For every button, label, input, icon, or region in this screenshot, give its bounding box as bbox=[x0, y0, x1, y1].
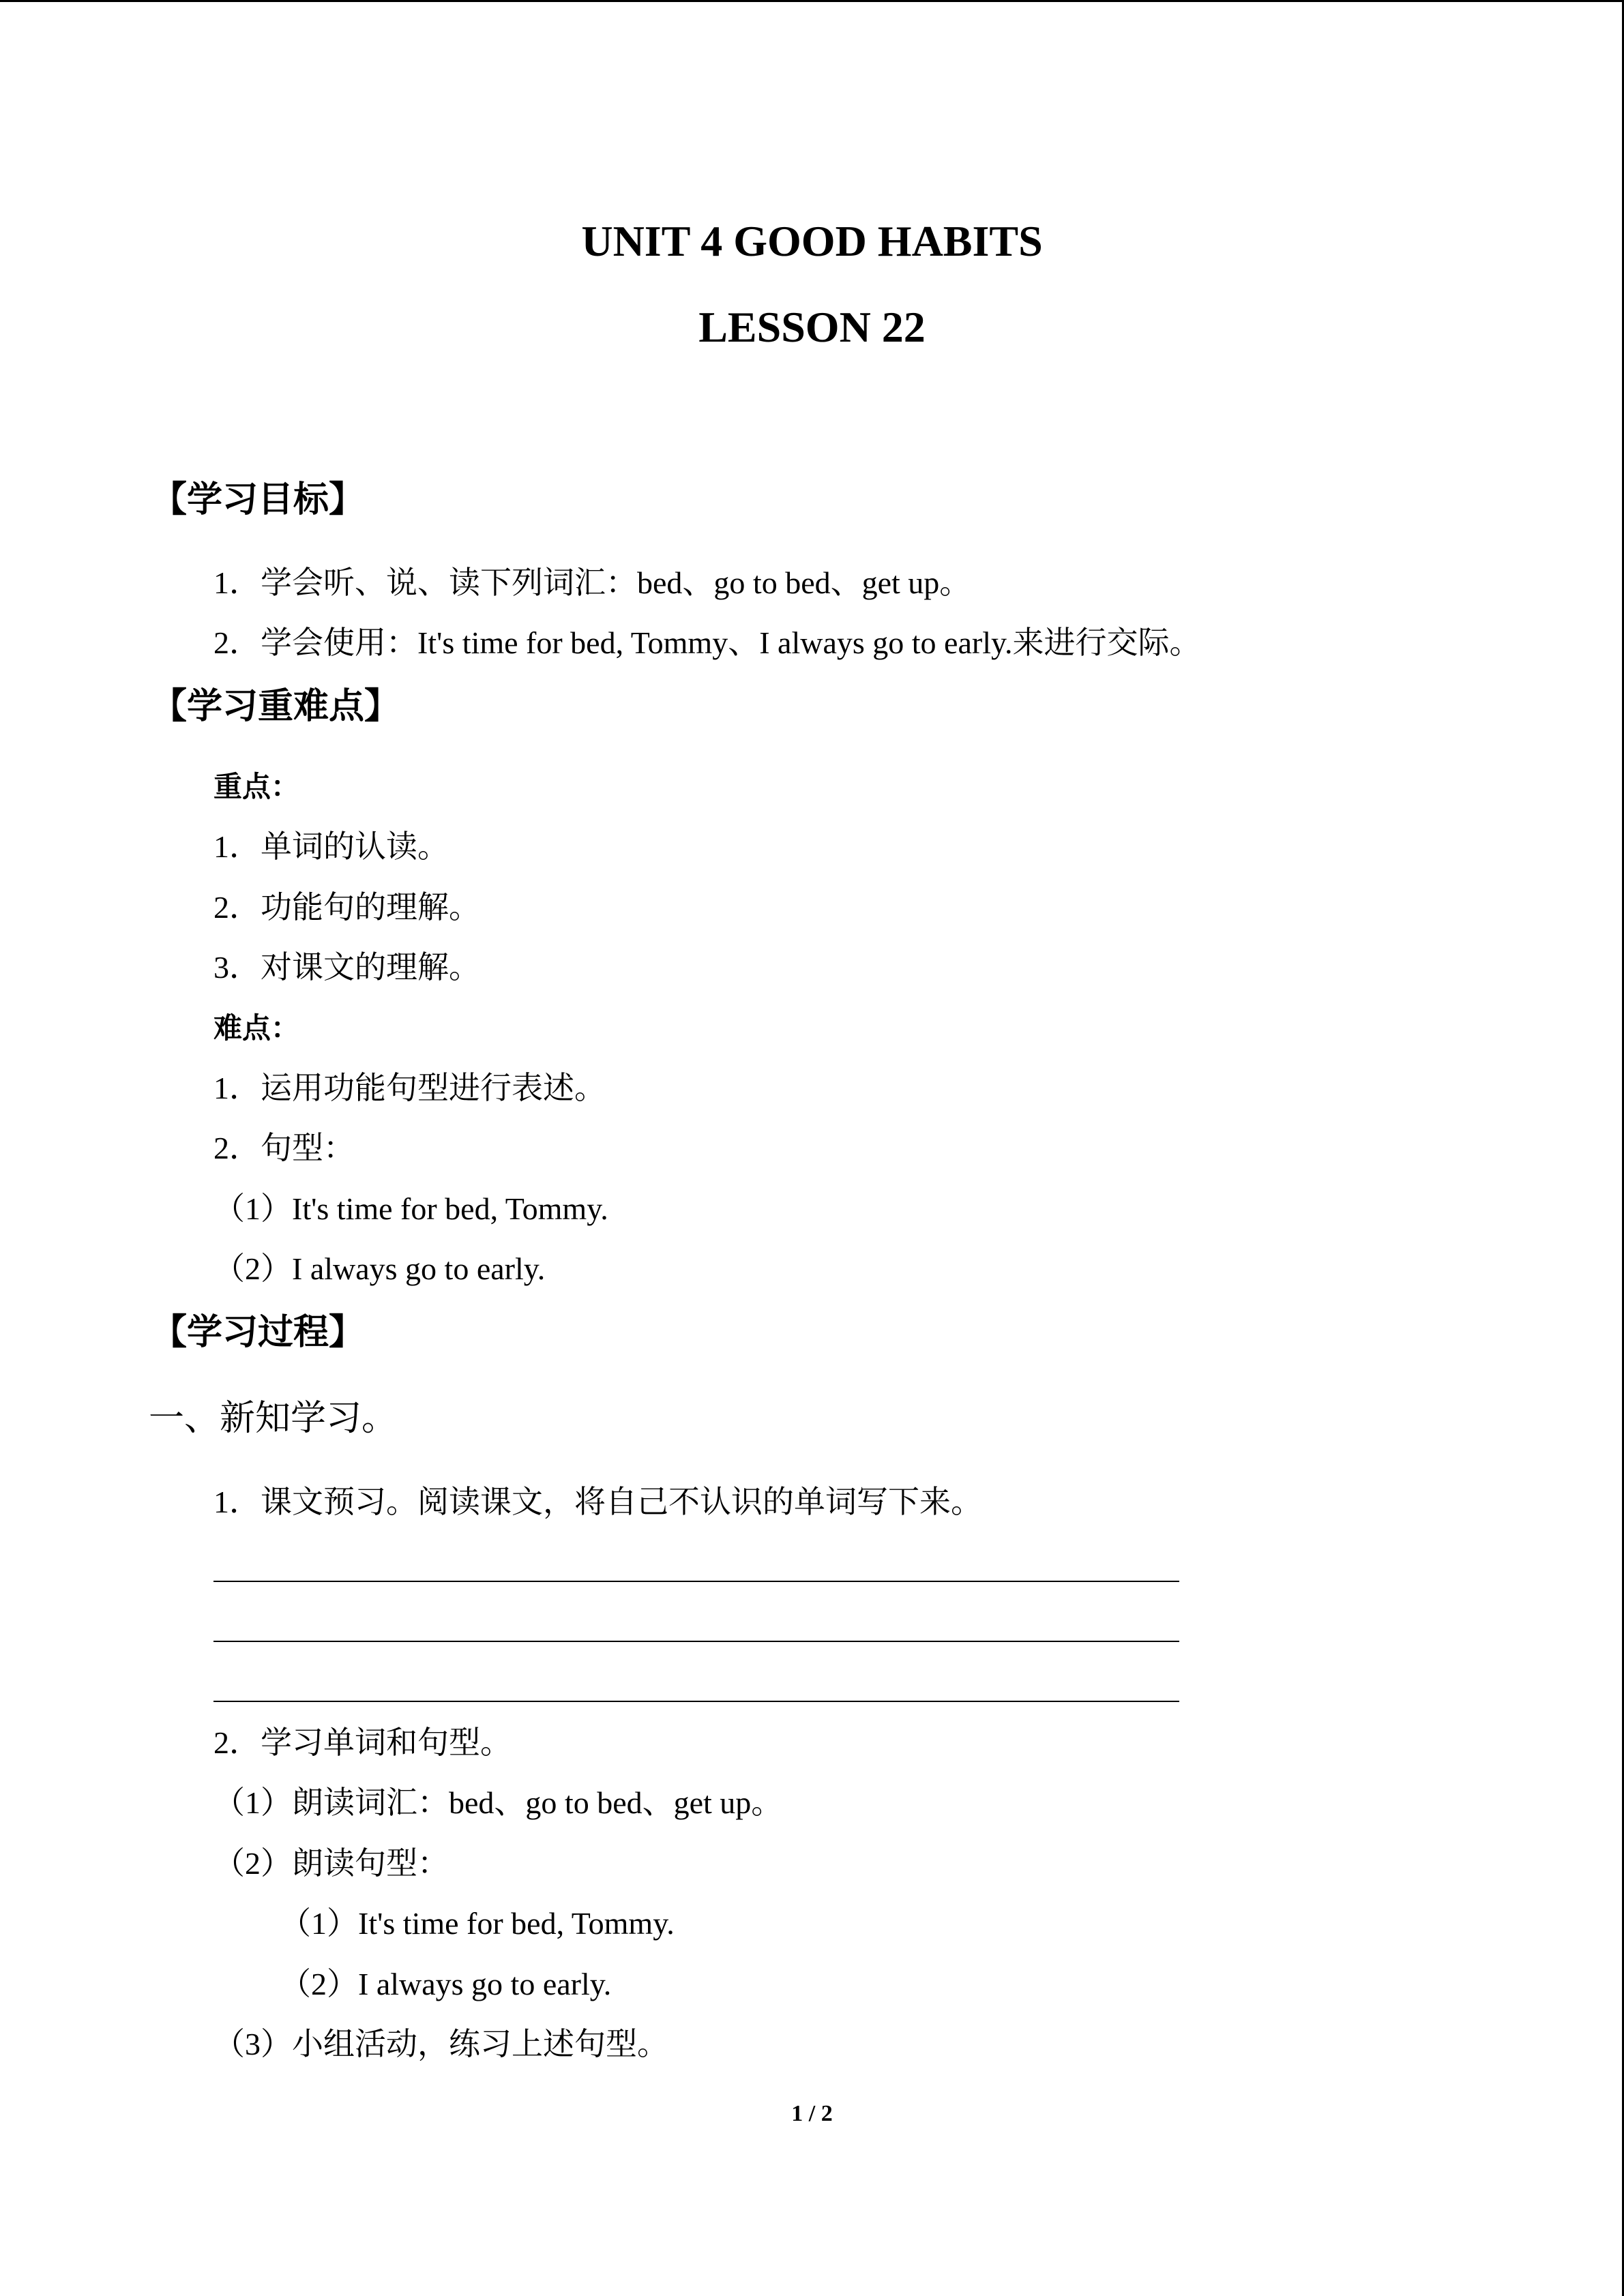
answer-line-3[interactable] bbox=[213, 1701, 1179, 1702]
objectives-heading: 【学习目标】 bbox=[151, 479, 365, 520]
objective-item-1: 1．学会听、说、读下列词汇：bed、go to bed、get up。 bbox=[213, 565, 971, 600]
focus-item-1: 1．单词的认读。 bbox=[213, 829, 449, 864]
lesson-title: LESSON 22 bbox=[698, 303, 926, 351]
part1-title: 一、新知学习。 bbox=[149, 1399, 398, 1438]
difficulty-label: 难点： bbox=[213, 1011, 300, 1045]
step2-text: 2．学习单词和句型。 bbox=[213, 1725, 512, 1760]
process-heading: 【学习过程】 bbox=[151, 1312, 365, 1353]
answer-line-2[interactable] bbox=[213, 1641, 1179, 1642]
unit-title: UNIT 4 GOOD HABITS bbox=[581, 217, 1043, 265]
difficulty-sentence-1: （1）It's time for bed, Tommy. bbox=[213, 1191, 608, 1226]
answer-line-1[interactable] bbox=[213, 1581, 1179, 1582]
key-points-heading: 【学习重难点】 bbox=[151, 686, 400, 727]
step1-text: 1．课文预习。阅读课文，将自己不认识的单词写下来。 bbox=[213, 1485, 982, 1519]
top-border bbox=[0, 0, 1624, 2]
page-number: 1 / 2 bbox=[791, 2101, 833, 2126]
difficulty-sentence-2: （2）I always go to early. bbox=[213, 1251, 546, 1286]
step2-item-3: （3）小组活动，练习上述句型。 bbox=[213, 2027, 668, 2061]
difficulty-item-2: 2．句型： bbox=[213, 1131, 355, 1165]
focus-label: 重点： bbox=[213, 770, 300, 803]
objective-item-2: 2．学会使用：It's time for bed, Tommy、I always go to early.来进行交际。 bbox=[213, 625, 1201, 660]
step2-sentence-2: （2）I always go to early. bbox=[280, 1967, 612, 2001]
step2-item-2: （2）朗读句型： bbox=[213, 1846, 449, 1881]
focus-item-3: 3．对课文的理解。 bbox=[213, 950, 480, 985]
step2-item-1: （1）朗读词汇：bed、go to bed、get up。 bbox=[213, 1785, 783, 1820]
difficulty-item-1: 1．运用功能句型进行表述。 bbox=[213, 1071, 606, 1105]
step2-sentence-1: （1）It's time for bed, Tommy. bbox=[280, 1906, 675, 1941]
focus-item-2: 2．功能句的理解。 bbox=[213, 890, 480, 925]
